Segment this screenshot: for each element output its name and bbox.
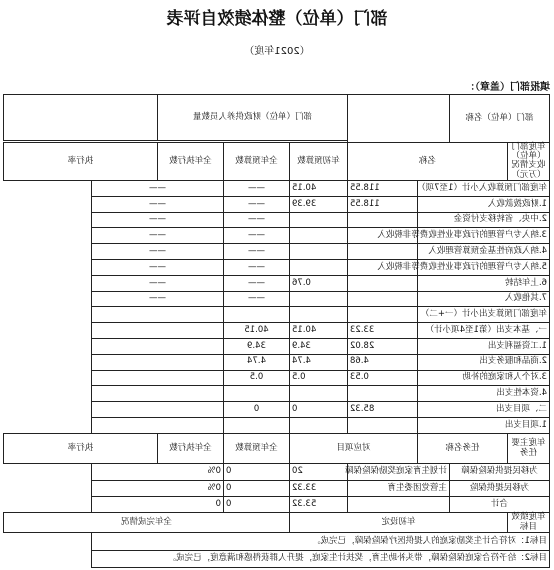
budget-cell-full: 0.5 [289,370,347,386]
task-cell-rate: 0% [91,480,223,496]
budget-cell-rate: —— [91,196,223,212]
col-rate: 执行率 [3,142,157,180]
budget-cell-rate [91,417,223,433]
budget-cell-exec: —— [223,181,289,197]
budget-cell-rate: —— [91,181,223,197]
tasks-col-full: 全年预算数 [223,433,289,464]
tasks-side-label: 年度主要任务 [508,433,550,464]
task-cell-task: 为移民提供保险保障 [449,464,549,480]
tasks-col-exec: 全年执行数 [157,433,223,464]
budget-cell-name: 5.纳入专户管理的行政事业性收费等非税收入 [417,259,549,275]
tasks-col-project: 对应项目 [289,433,417,464]
staff-count-label: 部门（单位）财政供养人员数量 [157,95,347,141]
budget-cell-rate: —— [91,244,223,260]
budget-cell-name: 1.项目支出 [417,417,549,433]
tasks-col-task: 任务名称 [417,433,507,464]
budget-row [3,338,549,354]
budget-row [3,323,549,339]
budget-row [3,196,549,212]
budget-cell-exec [223,307,289,323]
budget-row [3,402,549,418]
budget-cell-rate: —— [91,212,223,228]
budget-cell-initial: 85.32 [347,402,417,418]
budget-cell-name: 4.纳入政府性基金预算管理收入 [417,244,549,260]
budget-cell-initial: 4.68 [347,354,417,370]
budget-cell-exec: —— [223,212,289,228]
budget-row [3,354,549,370]
goals-col-plan: 年初设定 [289,513,507,533]
budget-cell-full: 40.15 [289,181,347,197]
budget-cell-name: 3.纳入专户管理的行政事业性收费等非税收入 [417,228,549,244]
budget-cell-name: 年度部门预算收入小计（1至7项） [417,181,549,197]
budget-cell-initial [347,291,417,307]
budget-cell-name: 1.工资福利支出 [417,338,549,354]
goals-col-actual: 全年完成情况 [3,513,289,533]
task-cell-full: 20 [289,464,347,480]
budget-cell-rate: —— [91,291,223,307]
budget-cell-rate [91,386,223,402]
budget-row [3,244,549,260]
budget-row [3,181,549,197]
budget-cell-rate [91,354,223,370]
task-cell-exec: 0 [223,480,289,496]
budget-cell-full: 0 [289,402,347,418]
budget-cell-exec: —— [223,275,289,291]
dept-name-value [347,95,449,143]
task-cell-project: 主管党团委生育 [347,480,449,496]
col-full: 全年预算数 [223,142,289,180]
budget-cell-name: 2.商品和服务支出 [417,354,549,370]
budget-cell-full: 0.76 [289,275,347,291]
dept-name-label: 部门（单位）名称 [449,95,549,143]
budget-cell-name: 年度部门预算支出小计（一+二） [417,307,549,323]
budget-cell-rate: —— [91,259,223,275]
budget-cell-initial [347,212,417,228]
budget-cell-name: 6.上年结转 [417,275,549,291]
budget-cell-full [289,212,347,228]
budget-row [3,307,549,323]
budget-cell-full [289,244,347,260]
budget-cell-name: 1.财政拨款收入 [417,196,549,212]
budget-cell-rate [91,323,223,339]
budget-cell-name: 7.其他收入 [417,291,549,307]
goal-text: 目标2：给予符合家庭保险保障，带头补助生育，奖扶计生家庭，提升人群获得感和满意度，已完成。 [91,550,549,567]
budget-cell-exec: 4.74 [223,354,289,370]
budget-cell-initial [347,386,417,402]
budget-cell-exec: 0 [223,402,289,418]
budget-cell-exec: —— [223,228,289,244]
budget-cell-full [289,417,347,433]
task-cell-task: 为移民提供保险 [449,480,549,496]
budget-cell-full: 4.74 [289,354,347,370]
budget-cell-exec: —— [223,196,289,212]
budget-row [3,259,549,275]
goals-side-label: 年度绩效目标 [508,513,550,533]
task-cell-project [347,496,449,512]
budget-cell-initial [347,307,417,323]
goal-row [3,533,549,550]
budget-cell-exec: —— [223,244,289,260]
budget-row [3,291,549,307]
budget-cell-initial [347,244,417,260]
staff-count-value [3,95,157,141]
col-name: 名称 [347,142,507,180]
budget-cell-initial: 28.02 [347,338,417,354]
budget-cell-name: 二、项目支出 [417,402,549,418]
budget-cell-rate [91,402,223,418]
budget-cell-full [289,259,347,275]
goal-text: 目标1：对符合计生奖励家庭的人提供医疗保险保障，已完成。 [91,533,549,550]
budget-cell-name: 4.资本性支出 [417,386,549,402]
budget-cell-rate [91,370,223,386]
task-cell-full: 33.32 [289,480,347,496]
budget-row [3,228,549,244]
col-exec: 全年执行数 [157,142,223,180]
budget-cell-initial: 0.53 [347,370,417,386]
task-cell-rate: 0% [91,464,223,480]
budget-cell-name: 2.中央、省转移支付资金 [417,212,549,228]
budget-cell-initial [347,417,417,433]
budget-cell-name: 3.对个人和家庭的补助 [417,370,549,386]
budget-cell-name: 一、基本支出（第1至4项小计） [417,323,549,339]
budget-cell-full [289,307,347,323]
task-row [3,496,549,512]
budget-cell-initial: 118.55 [347,196,417,212]
budget-cell-full [289,228,347,244]
budget-side-label: 年度部门（单位）收支情况（万元） [508,142,550,180]
budget-cell-full [289,386,347,402]
budget-cell-full: 39.39 [289,196,347,212]
col-initial: 年初预算数 [289,142,347,180]
budget-cell-initial [347,275,417,291]
budget-cell-rate [91,307,223,323]
budget-cell-full: 40.15 [289,323,347,339]
evaluation-table [3,94,550,568]
budget-cell-exec [223,417,289,433]
page-title: 部门（单位）整体绩效自评表 [166,9,388,29]
page-subtitle: （2021年度） [244,46,310,57]
budget-cell-exec: 34.9 [223,338,289,354]
budget-cell-full [289,291,347,307]
task-cell-exec: 0 [223,464,289,480]
budget-cell-initial: 118.55 [347,181,417,197]
budget-cell-rate [91,338,223,354]
task-cell-task: 合计 [449,496,549,512]
budget-cell-rate: —— [91,275,223,291]
budget-row [3,370,549,386]
tasks-col-rate: 执行率 [3,433,157,464]
budget-row [3,417,549,433]
task-row [3,480,549,496]
budget-cell-initial: 33.23 [347,323,417,339]
budget-row [3,212,549,228]
task-cell-project: 计划生育家庭奖励保险保障 [347,464,449,480]
task-cell-exec: 0 [223,496,289,512]
budget-cell-exec: 0.5 [223,370,289,386]
budget-row [3,275,549,291]
budget-cell-exec: 40.15 [223,323,289,339]
fill-unit-label: 填报部门（盖章）： [465,82,550,93]
budget-cell-exec [223,386,289,402]
budget-cell-exec: —— [223,291,289,307]
task-row [3,464,549,480]
budget-cell-rate: —— [91,228,223,244]
goal-row [3,550,549,567]
budget-cell-full: 34.9 [289,338,347,354]
budget-row [3,386,549,402]
task-cell-full: 53.32 [289,496,347,512]
task-cell-rate: 0 [91,496,223,512]
budget-cell-exec: —— [223,259,289,275]
